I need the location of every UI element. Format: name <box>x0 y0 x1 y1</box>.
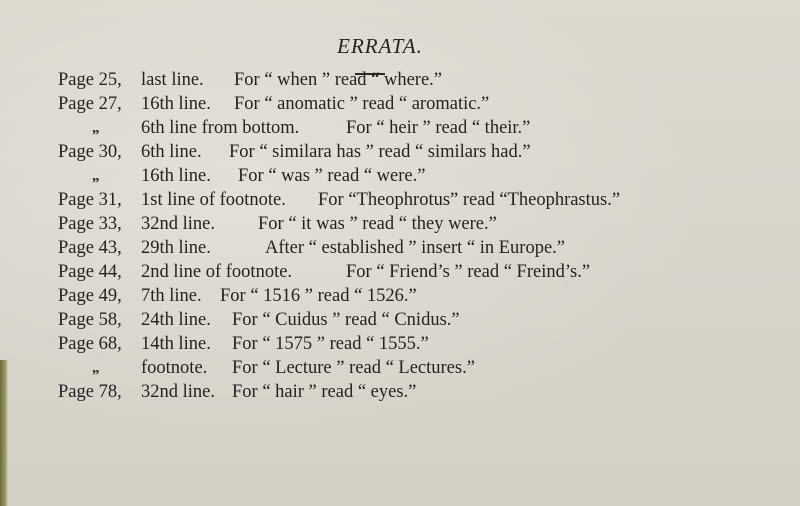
line-reference: 2nd line of footnote. <box>141 262 293 282</box>
line-reference: 6th line from bottom. <box>141 118 300 138</box>
correction-text: For “ 1575 ” read “ 1555.” <box>232 334 429 354</box>
page-reference: Page 68, <box>58 334 122 354</box>
correction-text: For “ Cuidus ” read “ Cnidus.” <box>232 310 460 330</box>
line-reference: 6th line. <box>141 142 202 162</box>
line-reference: 1st line of footnote. <box>141 190 286 210</box>
page-reference: Page 44, <box>58 262 122 282</box>
line-reference: footnote. <box>141 358 208 378</box>
correction-text: For “ hair ” read “ eyes.” <box>232 382 417 402</box>
correction-text: For “Theophrotus” read “Theophrastus.” <box>318 190 621 210</box>
line-reference: 32nd line. <box>141 214 215 234</box>
line-reference: last line. <box>141 70 204 90</box>
page-reference: Page 25, <box>58 70 122 90</box>
line-reference: 14th line. <box>141 334 211 354</box>
correction-text: After “ established ” insert “ in Europe.” <box>265 238 565 258</box>
line-reference: 16th line. <box>141 166 211 186</box>
correction-text: For “ Friend’s ” read “ Freind’s.” <box>346 262 591 282</box>
correction-text: For “ Lecture ” read “ Lectures.” <box>232 358 475 378</box>
correction-text: For “ heir ” read “ their.” <box>346 118 531 138</box>
page-reference: Page 43, <box>58 238 122 258</box>
ditto-mark: „ <box>92 120 100 136</box>
page-reference: Page 78, <box>58 382 122 402</box>
ditto-mark: „ <box>92 168 100 184</box>
page-reference: Page 31, <box>58 190 122 210</box>
correction-text: For “ 1516 ” read “ 1526.” <box>220 286 417 306</box>
page-reference: Page 33, <box>58 214 122 234</box>
errata-title: ERRATA. <box>337 34 423 58</box>
line-reference: 16th line. <box>141 94 211 114</box>
page-reference: Page 58, <box>58 310 122 330</box>
page-reference: Page 27, <box>58 94 122 114</box>
correction-text: For “ when ” read “ where.” <box>234 70 443 90</box>
line-reference: 32nd line. <box>141 382 215 402</box>
correction-text: For “ it was ” read “ they were.” <box>258 214 497 234</box>
line-reference: 24th line. <box>141 310 211 330</box>
correction-text: For “ anomatic ” read “ aromatic.” <box>234 94 490 114</box>
line-reference: 29th line. <box>141 238 211 258</box>
ditto-mark: „ <box>92 360 100 376</box>
correction-text: For “ was ” read “ were.” <box>238 166 426 186</box>
page-reference: Page 30, <box>58 142 122 162</box>
page-reference: Page 49, <box>58 286 122 306</box>
line-reference: 7th line. <box>141 286 202 306</box>
correction-text: For “ similara has ” read “ similars had.” <box>229 142 531 162</box>
page-edge-shadow <box>0 360 8 506</box>
